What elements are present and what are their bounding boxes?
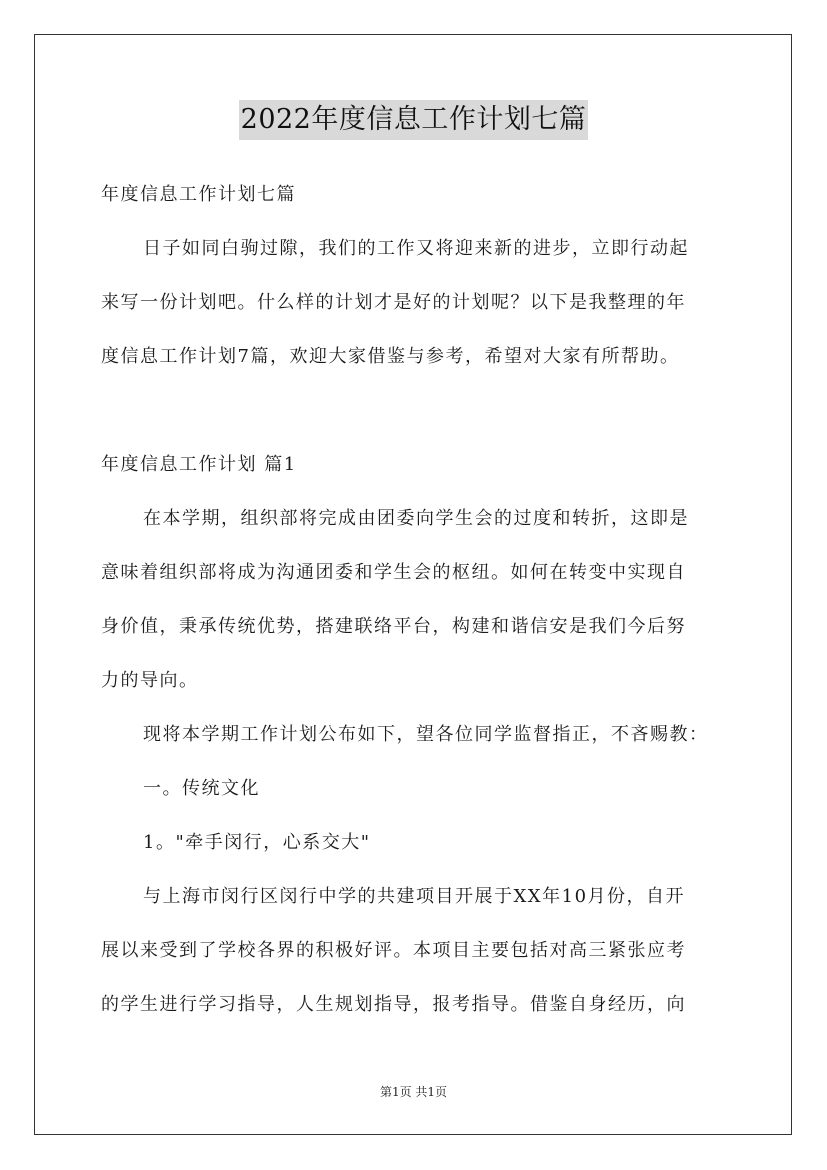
section-heading: 年度信息工作计划 篇1 <box>101 454 297 475</box>
paragraph-line: 力的导向。 <box>101 670 199 691</box>
paragraph-line: 度信息工作计划7篇，欢迎大家借鉴与参考，希望对大家有所帮助。 <box>101 346 680 367</box>
paragraph-line: 身价值，秉承传统优势，搭建联络平台，构建和谐信安是我们今后努 <box>101 616 686 637</box>
paragraph-line: 的学生进行学习指导，人生规划指导，报考指导。借鉴自身经历，向 <box>101 994 686 1015</box>
paragraph-line: 与上海市闵行区闵行中学的共建项目开展于XX年10月份，自开 <box>143 886 686 907</box>
page-footer: 第1页 共1页 <box>379 1085 448 1099</box>
paragraph-line: 展以来受到了学校各界的积极好评。本项目主要包括对高三紧张应考 <box>101 940 686 961</box>
paragraph-line: 意味着组织部将成为沟通团委和学生会的枢纽。如何在转变中实现自 <box>101 562 686 583</box>
title-container <box>0 100 827 140</box>
paragraph-line: 现将本学期工作计划公布如下，望各位同学监督指正，不吝赐教： <box>143 724 709 745</box>
document-title: 2022年度信息工作计划七篇 <box>239 100 589 140</box>
paragraph-line: 日子如同白驹过隙，我们的工作又将迎来新的进步，立即行动起 <box>143 238 689 259</box>
paragraph-line: 来写一份计划吧。什么样的计划才是好的计划呢？以下是我整理的年 <box>101 292 686 313</box>
list-item: 1。"牵手闵行，心系交大" <box>143 832 371 853</box>
list-heading: 一。传统文化 <box>143 778 260 799</box>
subtitle-line: 年度信息工作计划七篇 <box>101 184 296 205</box>
paragraph-line: 在本学期，组织部将完成由团委向学生会的过度和转折，这即是 <box>143 508 689 529</box>
